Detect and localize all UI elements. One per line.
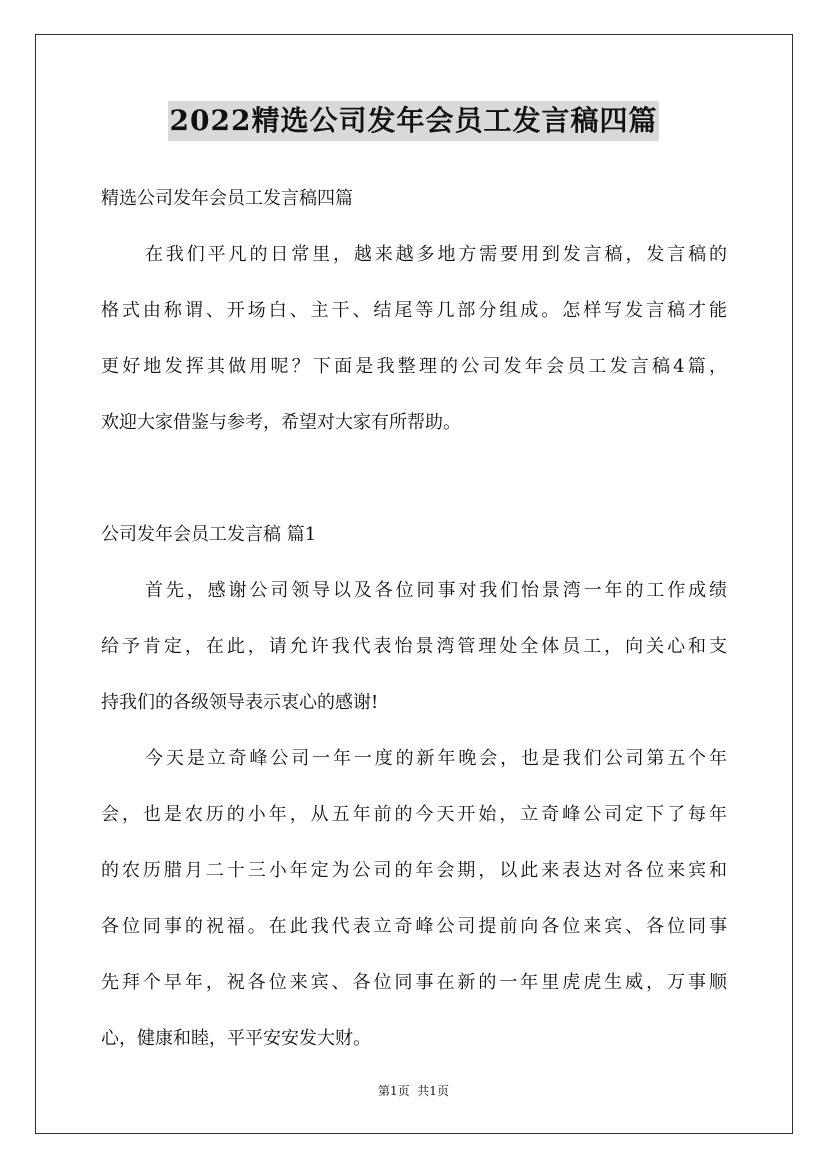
document-subtitle: 精选公司发年会员工发言稿四篇	[101, 188, 353, 209]
intro-paragraph	[101, 227, 727, 451]
paragraph-line: 给予肯定，在此，请允许我代表怡景湾管理处全体员工，向关心和支	[101, 636, 727, 657]
paragraph-gap	[101, 451, 727, 507]
intro-line: 欢迎大家借鉴与参考，希望对大家有所帮助。	[101, 412, 461, 433]
section1-paragraph-1	[101, 563, 727, 731]
intro-line: 更好地发挥其做用呢？下面是我整理的公司发年会员工发言稿4篇，	[101, 356, 727, 377]
paragraph-line: 各位同事的祝福。在此我代表立奇峰公司提前向各位来宾、各位同事	[101, 916, 727, 937]
page-number-footer: 第1页 共1页	[378, 1084, 449, 1098]
paragraph-line: 今天是立奇峰公司一年一度的新年晚会，也是我们公司第五个年	[145, 748, 727, 769]
section1-paragraph-2	[101, 731, 727, 1067]
paragraph-line: 心，健康和睦，平平安安发大财。	[101, 1028, 371, 1049]
paragraph-line: 的农历腊月二十三小年定为公司的年会期，以此来表达对各位来宾和	[101, 860, 727, 881]
paragraph-line: 首先，感谢公司领导以及各位同事对我们怡景湾一年的工作成绩	[145, 580, 727, 601]
paragraph-line: 先拜个早年，祝各位来宾、各位同事在新的一年里虎虎生威，万事顺	[101, 972, 727, 993]
document-body	[101, 171, 727, 1067]
document-title: 2022精选公司发年会员工发言稿四篇	[168, 101, 660, 141]
title-container	[0, 101, 827, 141]
section-heading: 公司发年会员工发言稿 篇1	[101, 524, 317, 545]
paragraph-line: 持我们的各级领导表示衷心的感谢!	[101, 692, 379, 713]
intro-line: 格式由称谓、开场白、主干、结尾等几部分组成。怎样写发言稿才能	[101, 300, 727, 321]
paragraph-line: 会，也是农历的小年，从五年前的今天开始，立奇峰公司定下了每年	[101, 804, 727, 825]
intro-line: 在我们平凡的日常里，越来越多地方需要用到发言稿，发言稿的	[145, 244, 727, 265]
